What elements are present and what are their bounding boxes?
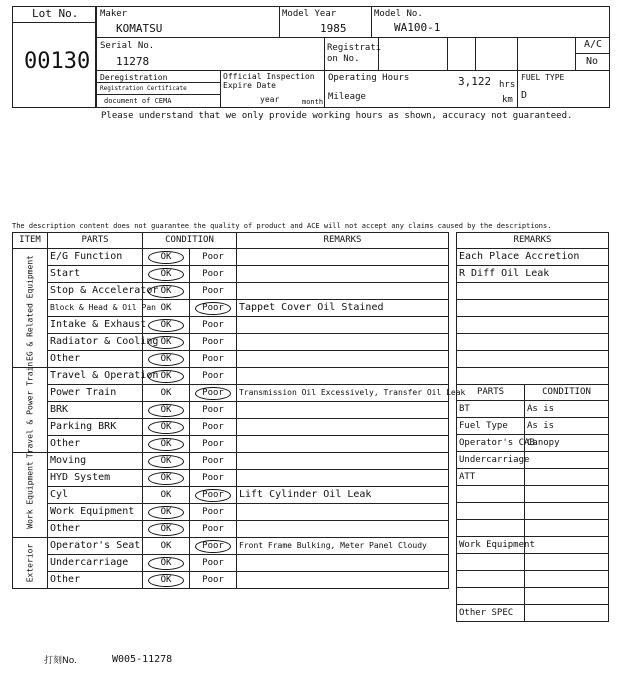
remark-line: R Diff Oil Leak xyxy=(457,266,609,283)
remark-cell xyxy=(237,266,449,283)
item-group-cell xyxy=(13,453,48,538)
spec-part: Work Equipment xyxy=(457,537,525,554)
spec-part: Operator's CAB xyxy=(457,435,525,452)
remark-line xyxy=(457,334,609,351)
condition-row xyxy=(13,283,449,300)
reg-cert-label: Registration Certificate xyxy=(100,85,187,92)
lot-label: Lot No. xyxy=(32,7,79,20)
parts-header: PARTS xyxy=(48,233,143,249)
spec-value xyxy=(525,520,609,537)
remark-cell xyxy=(237,317,449,334)
part-name: Power Train xyxy=(48,385,143,402)
ok-mark[interactable]: OK xyxy=(148,523,184,536)
poor-mark[interactable]: Poor xyxy=(202,371,224,381)
poor-cell xyxy=(190,572,237,589)
remark-line-row xyxy=(457,283,609,300)
spec-value: As is xyxy=(525,401,609,418)
year-label: year xyxy=(260,95,280,104)
condition-row xyxy=(13,521,449,538)
remark-cell xyxy=(237,521,449,538)
remark-line xyxy=(457,351,609,368)
condition-row xyxy=(13,266,449,283)
remark-cell xyxy=(237,453,449,470)
remark-cell xyxy=(237,504,449,521)
ok-mark[interactable]: OK xyxy=(148,438,184,451)
op-hours-label: Operating Hours xyxy=(328,73,410,83)
ok-mark[interactable]: OK xyxy=(148,506,184,519)
poor-mark[interactable]: Poor xyxy=(202,405,224,415)
lot-number: 00130 xyxy=(24,49,91,74)
poor-cell xyxy=(190,436,237,453)
part-name: Block & Head & Oil Pan xyxy=(48,300,143,317)
ac-value: No xyxy=(586,56,599,67)
ok-cell xyxy=(143,351,190,368)
poor-mark[interactable]: Poor xyxy=(195,387,231,400)
ok-cell xyxy=(143,419,190,436)
ok-mark[interactable]: OK xyxy=(160,490,172,500)
ok-cell xyxy=(143,249,190,266)
spec-row xyxy=(457,605,609,622)
condition-row xyxy=(13,470,449,487)
ok-cell xyxy=(143,504,190,521)
part-name: Operator's Seat xyxy=(48,538,143,555)
spec-row xyxy=(457,435,609,452)
general-remarks-table xyxy=(456,232,609,385)
poor-cell xyxy=(190,487,237,504)
remark-cell xyxy=(237,283,449,300)
condition-row xyxy=(13,368,449,385)
spec-parts-header: PARTS xyxy=(457,385,525,401)
ok-mark[interactable]: OK xyxy=(160,388,172,398)
part-name: Start xyxy=(48,266,143,283)
spec-value xyxy=(525,605,609,622)
part-name: Parking BRK xyxy=(48,419,143,436)
ok-mark[interactable]: OK xyxy=(160,303,172,313)
remark-cell xyxy=(237,368,449,385)
spec-part xyxy=(457,520,525,537)
ac-label: A/C xyxy=(584,39,603,50)
ok-mark[interactable]: OK xyxy=(148,472,184,485)
spec-value xyxy=(525,571,609,588)
op-hours-value: 3,122 xyxy=(458,75,492,88)
spec-row xyxy=(457,452,609,469)
poor-mark[interactable]: Poor xyxy=(202,558,224,568)
remark-cell: Transmission Oil Excessively, Transfer Oil Leak xyxy=(237,385,449,402)
poor-mark[interactable]: Poor xyxy=(202,320,224,330)
spec-part xyxy=(457,588,525,605)
spec-row xyxy=(457,469,609,486)
poor-cell xyxy=(190,521,237,538)
condition-row xyxy=(13,317,449,334)
part-name: BRK xyxy=(48,402,143,419)
poor-cell xyxy=(190,504,237,521)
spec-row xyxy=(457,537,609,554)
poor-cell xyxy=(190,351,237,368)
spec-part xyxy=(457,571,525,588)
remark-line-row xyxy=(457,266,609,283)
registration-label: Registrati on No. xyxy=(327,43,382,64)
poor-cell xyxy=(190,470,237,487)
ok-mark[interactable]: OK xyxy=(148,557,184,570)
poor-mark[interactable]: Poor xyxy=(202,524,224,534)
item-header: ITEM xyxy=(13,233,48,249)
remark-line xyxy=(457,317,609,334)
remark-cell xyxy=(237,436,449,453)
fuel-type-label: FUEL TYPE xyxy=(521,73,565,82)
remark-line-row xyxy=(457,368,609,385)
remark-cell xyxy=(237,572,449,589)
ok-mark[interactable]: OK xyxy=(148,319,184,332)
stamp-value: W005-11278 xyxy=(112,654,173,665)
poor-mark[interactable]: Poor xyxy=(202,473,224,483)
spec-part xyxy=(457,503,525,520)
spec-part: Fuel Type xyxy=(457,418,525,435)
maker-value: KOMATSU xyxy=(116,22,163,35)
poor-mark[interactable]: Poor xyxy=(202,286,224,296)
remark-cell xyxy=(237,470,449,487)
poor-mark[interactable]: Poor xyxy=(195,302,231,315)
ok-mark[interactable]: OK xyxy=(148,574,184,587)
part-name: Work Equipment xyxy=(48,504,143,521)
remark-cell: Lift Cylinder Oil Leak xyxy=(237,487,449,504)
ok-mark[interactable]: OK xyxy=(148,336,184,349)
poor-mark[interactable]: Poor xyxy=(195,489,231,502)
poor-cell xyxy=(190,334,237,351)
poor-cell xyxy=(190,453,237,470)
month-label: month xyxy=(302,98,324,106)
ok-mark[interactable]: OK xyxy=(148,421,184,434)
spec-table xyxy=(456,384,609,622)
ok-cell xyxy=(143,334,190,351)
spec-value: As is xyxy=(525,418,609,435)
poor-cell xyxy=(190,419,237,436)
spec-part xyxy=(457,554,525,571)
poor-mark[interactable]: Poor xyxy=(202,507,224,517)
poor-cell xyxy=(190,402,237,419)
condition-row xyxy=(13,453,449,470)
ok-cell xyxy=(143,470,190,487)
remarks-header: REMARKS xyxy=(237,233,449,249)
part-name: HYD System xyxy=(48,470,143,487)
condition-row xyxy=(13,572,449,589)
item-group-cell xyxy=(13,249,48,368)
spec-part: BT xyxy=(457,401,525,418)
item-group-label: Exterior xyxy=(25,543,35,583)
poor-cell xyxy=(190,385,237,402)
item-group-cell xyxy=(13,538,48,589)
remark-cell xyxy=(237,334,449,351)
mileage-label: Mileage xyxy=(328,92,366,102)
inspection-label: Official Inspection Expire Date xyxy=(223,72,315,90)
ok-cell xyxy=(143,555,190,572)
item-group-label: Work Equipment xyxy=(25,461,35,529)
item-group-label: Travel & Power Train xyxy=(25,361,35,459)
spec-row xyxy=(457,571,609,588)
spec-value: Canopy xyxy=(525,435,609,452)
remark-cell: Tappet Cover Oil Stained xyxy=(237,300,449,317)
ok-cell xyxy=(143,521,190,538)
ok-mark[interactable]: OK xyxy=(148,285,184,298)
poor-mark[interactable]: Poor xyxy=(202,252,224,262)
ok-cell xyxy=(143,487,190,504)
remark-cell: Front Frame Bulking, Meter Panel Cloudy xyxy=(237,538,449,555)
ok-cell xyxy=(143,402,190,419)
ok-mark[interactable]: OK xyxy=(148,455,184,468)
ok-cell xyxy=(143,266,190,283)
spec-row xyxy=(457,486,609,503)
remark-line-row xyxy=(457,317,609,334)
remark-line xyxy=(457,368,609,385)
spec-row xyxy=(457,503,609,520)
disclaimer: The description content does not guarantee the quality of product and ACE will not accept any claims caused by the descriptions. xyxy=(12,222,552,230)
condition-row xyxy=(13,334,449,351)
poor-cell xyxy=(190,266,237,283)
ok-mark[interactable]: OK xyxy=(148,268,184,281)
part-name: Moving xyxy=(48,453,143,470)
condition-table-header xyxy=(13,233,449,249)
spec-row xyxy=(457,554,609,571)
part-name: Intake & Exhaust xyxy=(48,317,143,334)
poor-cell xyxy=(190,368,237,385)
ok-cell xyxy=(143,436,190,453)
poor-mark[interactable]: Poor xyxy=(202,456,224,466)
general-remarks-header: REMARKS xyxy=(457,233,609,249)
condition-row xyxy=(13,249,449,266)
stamp-label: 打刻No. xyxy=(44,656,77,666)
ok-cell xyxy=(143,572,190,589)
spec-row xyxy=(457,418,609,435)
remark-cell xyxy=(237,419,449,436)
spec-value xyxy=(525,469,609,486)
condition-row xyxy=(13,419,449,436)
remark-cell xyxy=(237,402,449,419)
poor-mark[interactable]: Poor xyxy=(202,337,224,347)
serial-label: Serial No. xyxy=(100,41,155,51)
remark-line-row xyxy=(457,334,609,351)
condition-header: CONDITION xyxy=(143,233,237,249)
poor-cell xyxy=(190,555,237,572)
spec-part xyxy=(457,486,525,503)
remark-line: Each Place Accretion xyxy=(457,249,609,266)
ok-mark[interactable]: OK xyxy=(148,404,184,417)
model-year-label: Model Year xyxy=(282,9,337,19)
model-no-value: WA100-1 xyxy=(394,21,441,34)
part-name: Other xyxy=(48,521,143,538)
spec-row xyxy=(457,401,609,418)
spec-row xyxy=(457,588,609,605)
poor-mark[interactable]: Poor xyxy=(202,439,224,449)
ok-cell xyxy=(143,368,190,385)
remark-line-row xyxy=(457,300,609,317)
condition-row xyxy=(13,351,449,368)
ok-mark[interactable]: OK xyxy=(148,370,184,383)
remark-cell xyxy=(237,555,449,572)
poor-mark[interactable]: Poor xyxy=(202,575,224,585)
ok-mark[interactable]: OK xyxy=(160,541,172,551)
serial-value: 11278 xyxy=(116,55,150,68)
condition-row xyxy=(13,300,449,317)
spec-part: Undercarriage xyxy=(457,452,525,469)
remark-line xyxy=(457,283,609,300)
part-name: Stop & Accelerator xyxy=(48,283,143,300)
fuel-type-value: D xyxy=(521,90,528,101)
condition-row xyxy=(13,402,449,419)
cema-label: document of CEMA xyxy=(104,97,172,105)
remark-line-row xyxy=(457,249,609,266)
spec-part: ATT xyxy=(457,469,525,486)
part-name: Other xyxy=(48,351,143,368)
poor-cell xyxy=(190,317,237,334)
km-label: km xyxy=(502,95,513,105)
spec-value xyxy=(525,486,609,503)
remark-line xyxy=(457,300,609,317)
ok-cell xyxy=(143,453,190,470)
maker-label: Maker xyxy=(100,9,128,19)
ok-mark[interactable]: OK xyxy=(148,353,184,366)
item-group-cell xyxy=(13,361,48,459)
poor-mark[interactable]: Poor xyxy=(202,422,224,432)
condition-row xyxy=(13,436,449,453)
poor-mark[interactable]: Poor xyxy=(202,269,224,279)
spec-value xyxy=(525,554,609,571)
part-name: Undercarriage xyxy=(48,555,143,572)
model-year-value: 1985 xyxy=(320,22,347,35)
poor-cell xyxy=(190,300,237,317)
remark-cell xyxy=(237,249,449,266)
poor-cell xyxy=(190,249,237,266)
poor-mark[interactable]: Poor xyxy=(195,540,231,553)
ok-cell xyxy=(143,317,190,334)
remark-line-row xyxy=(457,351,609,368)
hrs-label: hrs xyxy=(499,80,516,90)
poor-mark[interactable]: Poor xyxy=(202,354,224,364)
ok-mark[interactable]: OK xyxy=(148,251,184,264)
model-no-label: Model No. xyxy=(374,9,423,19)
condition-row xyxy=(13,487,449,504)
spec-row xyxy=(457,520,609,537)
spec-value xyxy=(525,452,609,469)
ok-cell xyxy=(143,385,190,402)
hours-notice: Please understand that we only provide working hours as shown, accuracy not guaranteed. xyxy=(101,111,573,121)
poor-cell xyxy=(190,283,237,300)
condition-row xyxy=(13,538,449,555)
poor-cell xyxy=(190,538,237,555)
remark-cell xyxy=(237,351,449,368)
deregistration-label: Deregistration xyxy=(100,73,168,82)
part-name: Cyl xyxy=(48,487,143,504)
part-name: Travel & Operation xyxy=(48,368,143,385)
ok-cell xyxy=(143,538,190,555)
part-name: E/G Function xyxy=(48,249,143,266)
condition-row xyxy=(13,504,449,521)
part-name: Radiator & Cooling xyxy=(48,334,143,351)
spec-value xyxy=(525,537,609,554)
condition-row xyxy=(13,385,449,402)
spec-condition-header: CONDITION xyxy=(525,385,609,401)
spec-value xyxy=(525,588,609,605)
ok-cell xyxy=(143,300,190,317)
condition-row xyxy=(13,555,449,572)
item-group-label: EG & Related Equipment xyxy=(25,255,35,361)
spec-value xyxy=(525,503,609,520)
part-name: Other xyxy=(48,572,143,589)
spec-part: Other SPEC xyxy=(457,605,525,622)
ok-cell xyxy=(143,283,190,300)
part-name: Other xyxy=(48,436,143,453)
